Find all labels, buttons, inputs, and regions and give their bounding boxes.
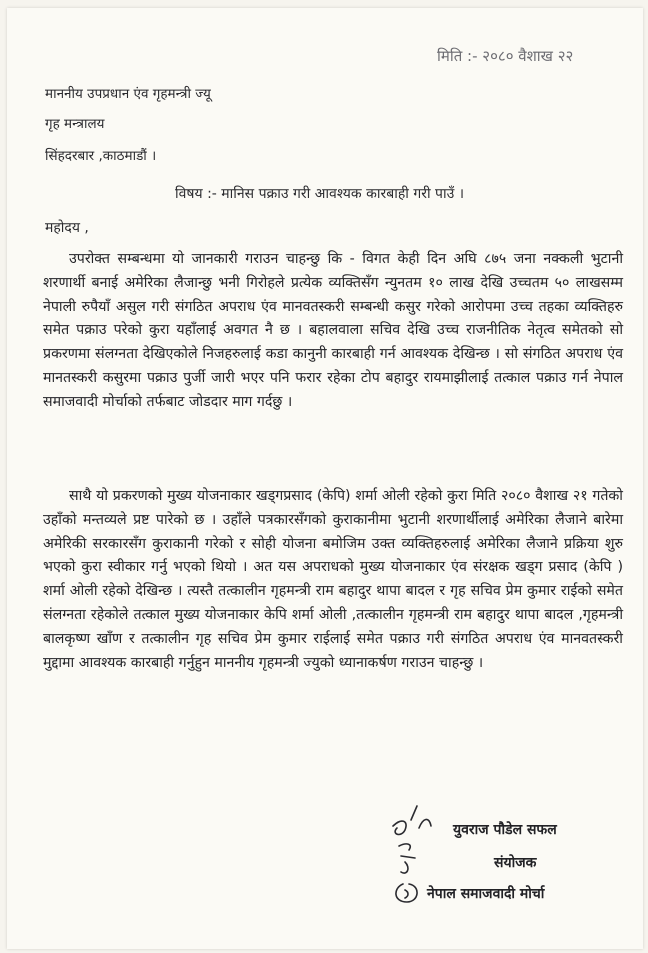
signatory-organization: नेपाल समाजवादी मोर्चा	[427, 886, 545, 902]
signatory-name: युवराज पौडेल सफल	[453, 822, 557, 838]
letter-paragraph-2: साथै यो प्रकरणको मुख्य योजनाकार खड्गप्रसाद (केपि) शर्मा ओली रहेको कुरा मिति २०८० वैशाख २१ गतेको उहाँको मन्तव्यले प्रष्ट पारेको छ । उहाँले पत्रकारसँगको कुराकानीमा भुटानी शरणार्थीलाई अमेरिका लैजाने बारेमा अमेरिकी सरकारसँग कुराकानी गरेको र सोही योजना बमोजिम उक्त व्यक्तिहरुलाई अमेरिका लैजाने प्रक्रिया शुरु भएको कुरा स्वीकार गर्नु भएको थियो । अत यस अपराधको मुख्य योजनाकार एंव संरक्षक खड्ग प्रसाद (केपि ) शर्मा ओली रहेको देखिन्छ । त्यस्तै तत्कालीन गृहमन्त्री राम बहादुर थापा बादल र गृह सचिव प्रेम कुमार राईको समेत संलग्नता रहेकोले तत्काल मुख्य योजनाकार केपि शर्मा ओली ,तत्कालीन गृहमन्त्री राम बहादुर थापा बादल ,गृहमन्त्री बालकृष्ण खाँण र तत्कालीन गृह सचिव प्रेम कुमार राईलाई समेत पक्राउ गरी संगठित अपराध एंव मानवतस्करी मुद्दामा आवश्यक कारबाही गर्नुहुन माननीय गृहमन्त्री ज्युको ध्यानाकर्षण गराउन चाहन्छु ।	[43, 488, 623, 671]
recipient-line-3: सिंहदरबार ,काठमाडौं ।	[45, 148, 157, 164]
letter-paper	[7, 8, 643, 949]
letter-subject: विषय :- मानिस पक्राउ गरी आवश्यक कारबाही गरी पाउँ ।	[175, 186, 465, 202]
recipient-line-2: गृह मन्त्रालय	[45, 116, 105, 132]
letter-date: मिति :- २०८० वैशाख २२	[437, 47, 574, 65]
letter-salutation: महोदय ,	[45, 220, 89, 236]
recipient-line-1: माननीय उपप्रधान एंव गृहमन्त्री ज्यू	[45, 86, 211, 102]
signatory-role: संयोजक	[494, 855, 537, 871]
letter-paragraph-1: उपरोक्त सम्बन्धमा यो जानकारी गराउन चाहन्छु कि - विगत केही दिन अघि ८७५ जना नक्कली भुटानी शरणार्थी बनाई अमेरिका लैजान्छु भनी गिरोहले प्रत्येक व्यक्तिसँग न्युनतम १० लाख देखि उच्चतम ५० लाखसम्म नेपाली रुपैयाँ असुल गरी संगठित अपराध एंव मानवतस्करी सम्बन्धी कसुर गरेको आरोपमा उच्च तहका व्यक्तिहरु समेत पक्राउ परेको कुरा यहाँलाई अवगत नै छ । बहालवाला सचिव देखि उच्च राजनीतिक नेतृत्व समेतको सो प्रकरणमा संलग्नता देखिएकोले निजहरुलाई कडा कानुनी कारबाही गर्न आवश्यक देखिन्छ । सो संगठित अपराध एंव मानतस्करी कसुरमा पक्राउ पुर्जी जारी भएर पनि फरार रहेका टोप बहादुर रायमाझीलाई तत्काल पक्राउ गर्न नेपाल समाजवादी मोर्चाको तर्फबाट जोडदार माग गर्दछु ।	[43, 251, 623, 410]
